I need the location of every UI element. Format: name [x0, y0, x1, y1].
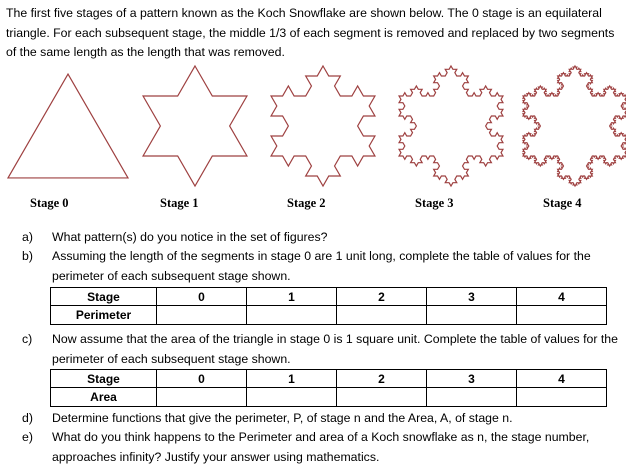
question-item-a — [22, 228, 618, 248]
koch-snowflake-stage-0 — [4, 62, 132, 190]
question-marker-b: b) — [22, 249, 33, 263]
perimeter-table-col-0: 0 — [157, 288, 247, 306]
koch-snowflake-stage-4-svg — [511, 62, 626, 190]
koch-snowflake-stage-0-svg — [4, 62, 132, 190]
question-text-a: What pattern(s) do you notice in the set of figures? — [52, 230, 328, 244]
koch-snowflake-stage-2-path — [271, 66, 375, 186]
perimeter-table-col-1: 1 — [247, 288, 337, 306]
question-text-e: What do you think happens to the Perimeter and area of a Koch snowflake as n, the stage number, approaches infinity? Justify your answer using mathematics. — [52, 430, 590, 464]
perimeter-table-input-1[interactable] — [247, 306, 337, 325]
perimeter-table-input-4[interactable] — [517, 306, 607, 325]
perimeter-table-col-3: 3 — [427, 288, 517, 306]
koch-snowflake-stage-1-path — [143, 66, 247, 186]
koch-snowflake-stage-4-path — [523, 66, 626, 186]
area-table-value-row — [51, 388, 607, 407]
perimeter-table-input-0[interactable] — [157, 306, 247, 325]
stage-label-row — [0, 196, 626, 214]
question-item-c — [22, 330, 618, 369]
koch-snowflake-stage-2-svg — [259, 62, 387, 190]
perimeter-table-col-2: 2 — [337, 288, 427, 306]
question-item-e — [22, 428, 618, 467]
koch-snowflake-figure-row — [0, 62, 626, 192]
stage-label-1: Stage 1 — [160, 196, 199, 210]
intro-paragraph: The first five stages of a pattern known as the Koch Snowflake are shown below. The 0 stage is an equilateral triangle. For each subsequent stage, the middle 1/3 of each segment is removed and replaced by two segments of the same length as the length that was removed. — [6, 6, 615, 59]
area-table-input-4[interactable] — [517, 388, 607, 407]
question-marker-a: a) — [22, 230, 33, 244]
question-marker-d: d) — [22, 411, 33, 425]
area-table — [50, 369, 607, 407]
area-table-input-3[interactable] — [427, 388, 517, 407]
area-table-stage-header: Stage — [51, 370, 157, 388]
area-table-col-1: 1 — [247, 370, 337, 388]
question-text-b: Assuming the length of the segments in stage 0 are 1 unit long, complete the table of values for the perimeter of each subsequent stage shown. — [52, 249, 591, 283]
area-table-col-0: 0 — [157, 370, 247, 388]
perimeter-table-input-3[interactable] — [427, 306, 517, 325]
area-table-col-2: 2 — [337, 370, 427, 388]
area-table-input-2[interactable] — [337, 388, 427, 407]
koch-snowflake-stage-4 — [511, 62, 626, 190]
perimeter-table-stage-header: Stage — [51, 288, 157, 306]
stage-label-0: Stage 0 — [30, 196, 69, 210]
koch-snowflake-stage-0-path — [8, 74, 128, 178]
perimeter-table-input-2[interactable] — [337, 306, 427, 325]
question-item-d — [22, 409, 618, 429]
perimeter-table-row-label: Perimeter — [51, 306, 157, 325]
stage-label-4: Stage 4 — [543, 196, 582, 210]
area-table-col-4: 4 — [517, 370, 607, 388]
area-table-row-label: Area — [51, 388, 157, 407]
koch-snowflake-stage-2 — [259, 62, 387, 190]
question-marker-e: e) — [22, 430, 33, 444]
area-table-col-3: 3 — [427, 370, 517, 388]
koch-snowflake-stage-3 — [387, 62, 515, 190]
question-text-d: Determine functions that give the perimeter, P, of stage n and the Area, A, of stage n. — [52, 411, 513, 425]
stage-label-2: Stage 2 — [287, 196, 326, 210]
area-table-header-row — [51, 370, 607, 388]
perimeter-table-header-row — [51, 288, 607, 306]
question-item-b — [22, 247, 618, 286]
stage-label-3: Stage 3 — [415, 196, 454, 210]
question-text-c: Now assume that the area of the triangle in stage 0 is 1 square unit. Complete the table of values for the perimeter of each subsequent stage shown. — [52, 332, 618, 366]
koch-snowflake-stage-1-svg — [131, 62, 259, 190]
perimeter-table-col-4: 4 — [517, 288, 607, 306]
area-table-input-1[interactable] — [247, 388, 337, 407]
koch-snowflake-stage-3-path — [399, 66, 503, 186]
perimeter-table-value-row — [51, 306, 607, 325]
question-marker-c: c) — [22, 332, 33, 346]
area-table-input-0[interactable] — [157, 388, 247, 407]
koch-snowflake-stage-3-svg — [387, 62, 515, 190]
koch-snowflake-stage-1 — [131, 62, 259, 190]
perimeter-table — [50, 287, 607, 325]
